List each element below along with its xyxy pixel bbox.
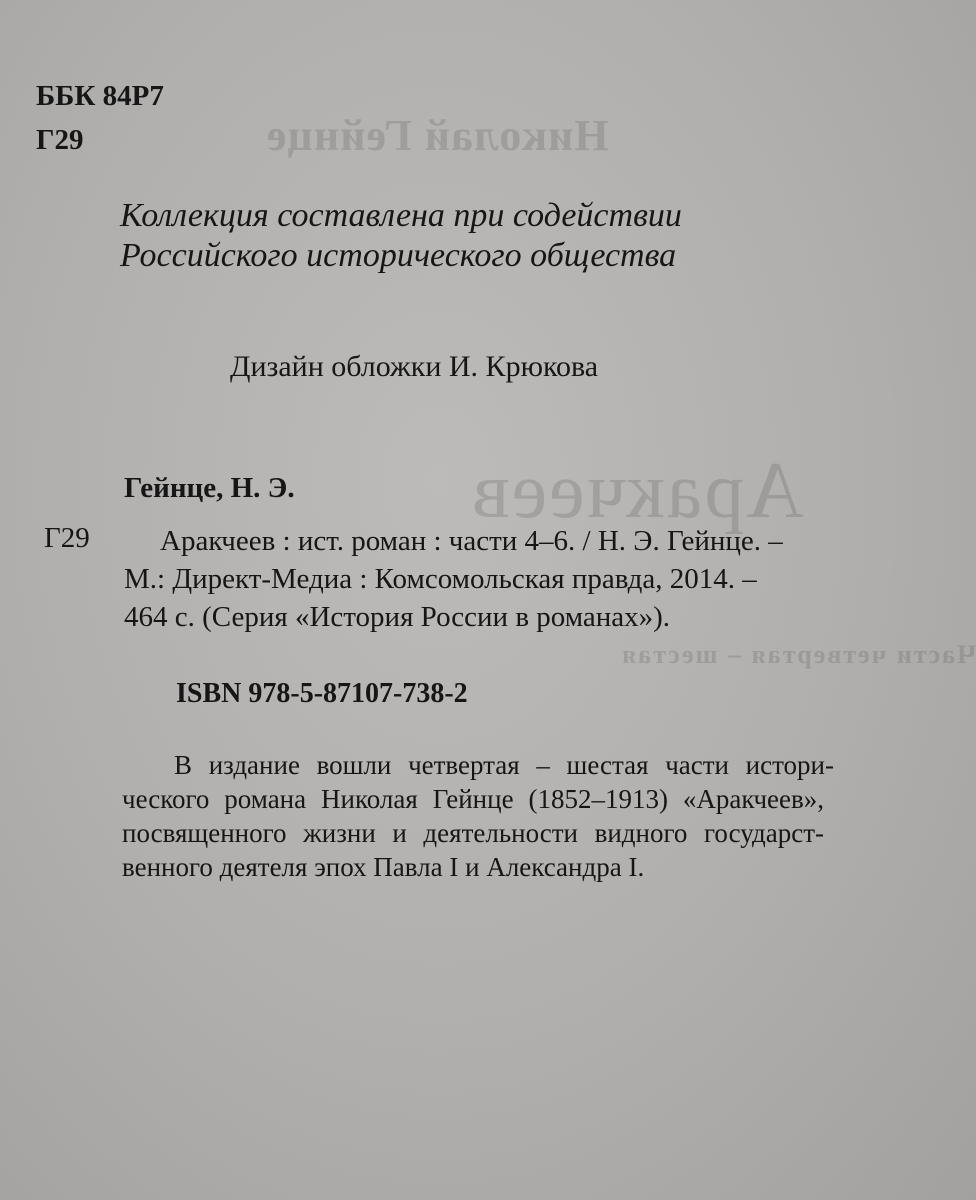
- show-through-parts: Части четвертая – шестая: [620, 640, 976, 669]
- catalog-author-heading: Гейнце, Н. Э.: [124, 472, 295, 504]
- annotation-line: посвященного жизни и деятельности видного государст-: [122, 818, 824, 848]
- bibliographic-line: М.: Директ-Медиа : Комсомольская правда, 2014. –: [124, 563, 757, 595]
- bibliographic-line: Аракчеев : ист. роман : части 4–6. / Н. Э. Гейнце. –: [160, 525, 783, 557]
- show-through-title: Аракчеев: [470, 447, 805, 535]
- annotation-line: В издание вошли четвертая – шестая части истори-: [174, 750, 834, 780]
- author-sign-code: Г29: [36, 124, 84, 156]
- isbn: ISBN 978-5-87107-738-2: [176, 678, 468, 709]
- show-through-author: Николай Гейнце: [266, 111, 609, 160]
- catalog-author-sign: Г29: [44, 522, 90, 554]
- annotation-line: ческого романа Николая Гейнце (1852–1913) «Аракчеев»,: [122, 784, 824, 814]
- cover-design-credit: Дизайн обложки И. Крюкова: [230, 350, 599, 383]
- collection-note-line: Коллекция составлена при содействии: [120, 197, 682, 234]
- bbk-code: ББК 84Р7: [36, 80, 164, 112]
- annotation-line: венного деятеля эпох Павла I и Александра I.: [122, 852, 645, 882]
- bibliographic-line: 464 с. (Серия «История России в романах»).: [124, 601, 671, 633]
- collection-note-line: Российского исторического общества: [120, 237, 677, 274]
